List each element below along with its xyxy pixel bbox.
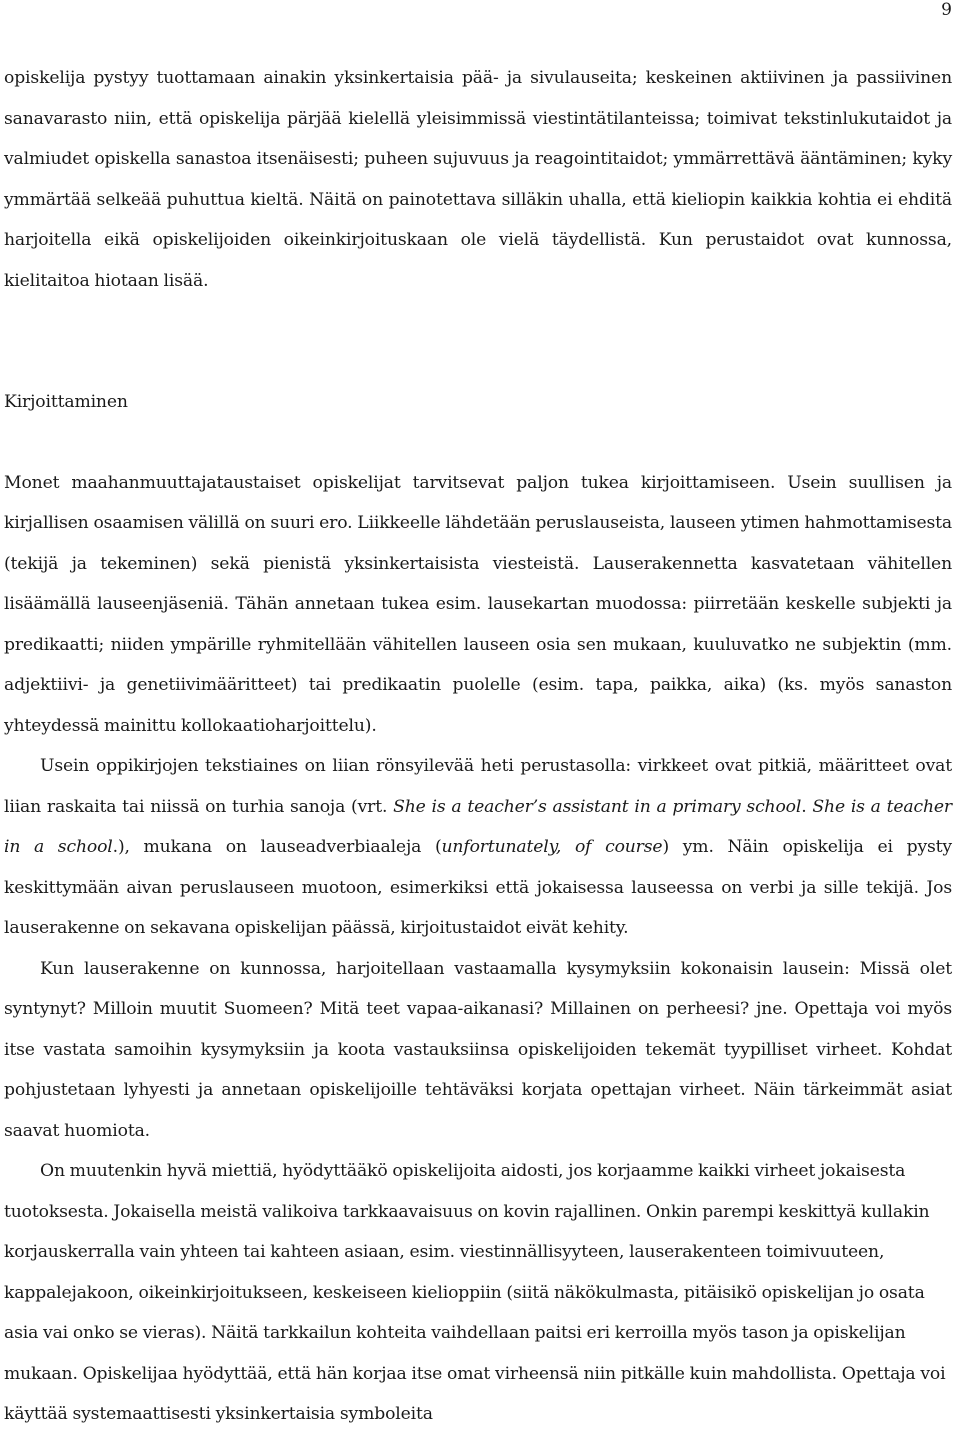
paragraph-3-text-2: .	[801, 796, 813, 817]
example-sentence-2: She is a teacher in a school	[4, 796, 952, 857]
example-sentence-1: She is a teacher’s assistant in a primary school	[393, 796, 802, 817]
example-adverbials: unfortunately, of course	[441, 837, 663, 857]
paragraph-2: Monet maahanmuuttajataustaiset opiskelijat tarvitsevat paljon tukea kirjoittamiseen. Usein suullisen ja kirjallisen osaamisen välillä on suuri ero. Liikkeelle lähdetään peruslauseista, lauseen ytimen hahmottamisesta (tekijä ja tekeminen) sekä pienistä yksinkertaisista viesteistä. Lauserakennetta kasvatetaan vähitellen lisäämällä lauseenjäseniä. Tähän annetaan tukea esim. lausekartan muodossa: piirretään keskelle subjekti ja predikaatti; niiden ympärille ryhmitellään vähitellen lauseen osia sen mukaan, kuuluvatko ne subjektin (mm. adjektiivi- ja genetiivimääritteet) tai predikaatin puolelle (esim. tapa, paikka, aika) (ks. myös sanaston yhteydessä mainittu kollokaatioharjoittelu).	[4, 472, 952, 736]
paragraph-3-text-3: .), mukana on lauseadverbiaaleja (	[112, 837, 442, 857]
paragraph-3	[4, 746, 952, 949]
paragraph-4: Kun lauserakenne on kunnossa, harjoitellaan vastaamalla kysymyksiin kokonaisin lausein: Missä olet syntynyt? Milloin muutit Suomeen? Mitä teet vapaa-aikanasi? Millainen on perheesi? jne. Opettaja voi myös itse vastata samoihin kysymyksiin ja koota vastauksiinsa opiskelijoiden tekemät tyypilliset virheet. Kohdat pohjustetaan lyhyesti ja annetaan opiskelijoille tehtäväksi korjata opettajan virheet. Näin tärkeimmät asiat saavat huomiota.	[4, 958, 952, 1141]
section-heading: Kirjoittaminen	[4, 392, 128, 412]
page-number: 9	[941, 0, 952, 20]
paragraph-3-text-4: ) ym. Näin opiskelija ei pysty keskittymään aivan peruslauseen muotoon, esimerkiksi että jokaisessa lauseessa on verbi ja sille tekijä. Jos lauserakenne on sekavana opiskelijan päässä, kirjoitustaidot eivät kehity.	[4, 837, 952, 938]
paragraph-1: opiskelija pystyy tuottamaan ainakin yksinkertaisia pää- ja sivulauseita; keskeinen aktiivinen ja passiivinen sanavarasto niin, että opiskelija pärjää kielellä yleisimmissä viestintätilanteissa; toimivat tekstinlukutaidot ja valmiudet opiskella sanastoa itsenäisesti; puheen sujuvuus ja reagointitaidot; ymmärrettävä ääntäminen; kyky ymmärtää selkeää puhuttua kieltä. Näitä on painotettava silläkin uhalla, että kieliopin kaikkia kohtia ei ehditä harjoitella eikä opiskelijoiden oikeinkirjoituskaan ole vielä täydellistä. Kun perustaidot ovat kunnossa, kielitaitoa hiotaan lisää.	[4, 68, 952, 291]
document-body	[4, 58, 952, 1435]
paragraph-3-text-1: Usein oppikirjojen tekstiaines on liian rönsyilevää heti perustasolla: virkkeet ovat pitkiä, määritteet ovat liian raskaita tai niissä on turhia sanoja (vrt.	[4, 756, 952, 817]
paragraph-5: On muutenkin hyvä miettiä, hyödyttääkö opiskelijoita aidosti, jos korjaamme kaikki virheet jokaisesta tuotoksesta. Jokaisella meistä valikoiva tarkkaavaisuus on kovin rajallinen. Onkin parempi keskittyä kullakin korjauskerralla vain yhteen tai kahteen asiaan, esim. viestinnällisyyteen, lauserakenteen toimivuuteen, kappalejakoon, oikeinkirjoitukseen, keskeiseen kielioppiin (siitä näkökulmasta, pitäisikö opiskelijan jo osata asia vai onko se vieras). Näitä tarkkailun kohteita vaihdellaan paitsi eri kerroilla myös tason ja opiskelijan mukaan. Opiskelijaa hyödyttää, että hän korjaa itse omat virheensä niin pitkälle kuin mahdollista. Opettaja voi käyttää systemaattisesti yksinkertaisia symboleita	[4, 1161, 946, 1424]
